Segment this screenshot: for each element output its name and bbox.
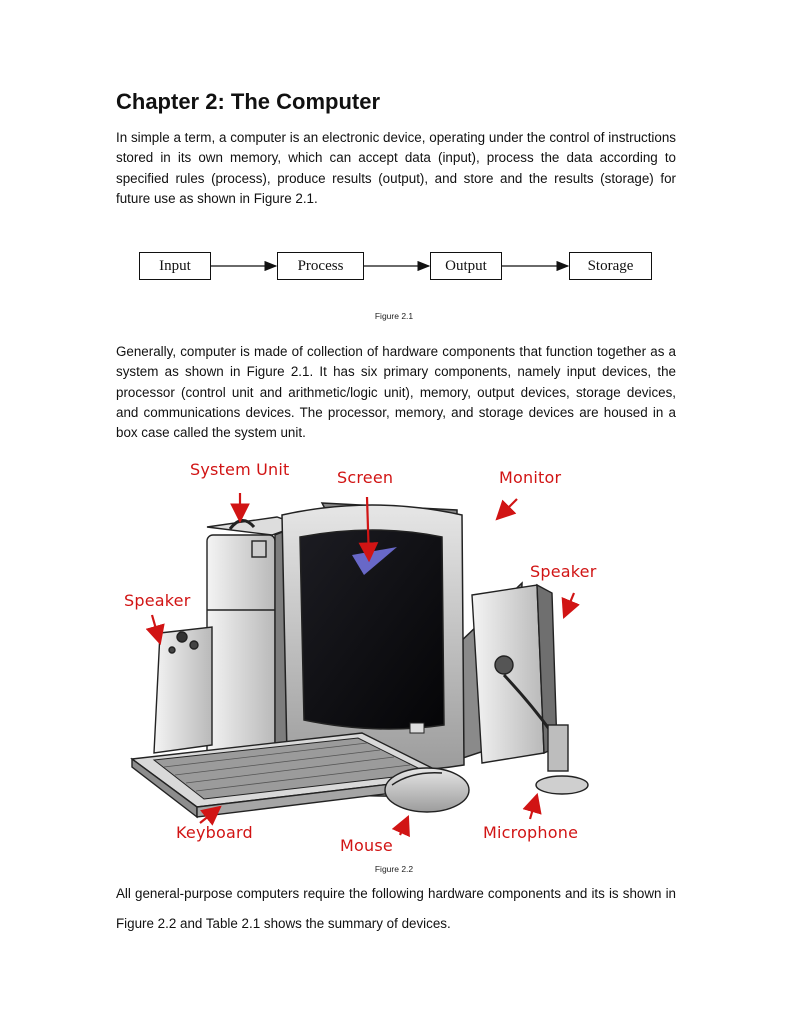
flow-box-output: Output (430, 252, 502, 280)
speaker-left (154, 627, 212, 753)
figure-1-caption: Figure 2.1 (374, 311, 414, 321)
label-screen: Screen (337, 468, 394, 487)
mouse (385, 768, 469, 812)
computer-drawing (112, 455, 592, 865)
label-speaker-left: Speaker (124, 591, 191, 610)
computer-illustration (112, 455, 597, 865)
chapter-title: Chapter 2: The Computer (116, 89, 381, 114)
flow-box-storage: Storage (569, 252, 652, 280)
figure-2-caption: Figure 2.2 (374, 864, 414, 874)
label-monitor: Monitor (499, 468, 562, 487)
label-system-unit: System Unit (190, 460, 290, 479)
components-paragraph: Generally, computer is made of collection of hardware components that function together as a system as shown in Figure 2.1. It has six primary components, namely input devices, the processor (control unit and arithmetic/logic unit), memory, output devices, storage devices, and communications devices. The processor, memory, and storage devices are housed in a box case called the system unit. (116, 344, 676, 441)
label-microphone: Microphone (483, 823, 579, 842)
flow-box-process: Process (277, 252, 364, 280)
flow-box-input: Input (139, 252, 211, 280)
label-keyboard: Keyboard (176, 823, 253, 842)
closing-paragraph: All general-purpose computers require the following hardware components and its is shown in Figure 2.2 and Table 2.1 shows the summary of devices. (116, 886, 676, 931)
intro-paragraph: In simple a term, a computer is an electronic device, operating under the control of instructions stored in its own memory, which can accept data (input), process the data according to specified rules (process), produce results (output), and store and the results (storage) for future use as shown in Figure 2.1. (116, 130, 676, 206)
label-mouse: Mouse (340, 836, 393, 855)
speaker-right (472, 585, 557, 763)
label-speaker-right: Speaker (530, 562, 597, 581)
